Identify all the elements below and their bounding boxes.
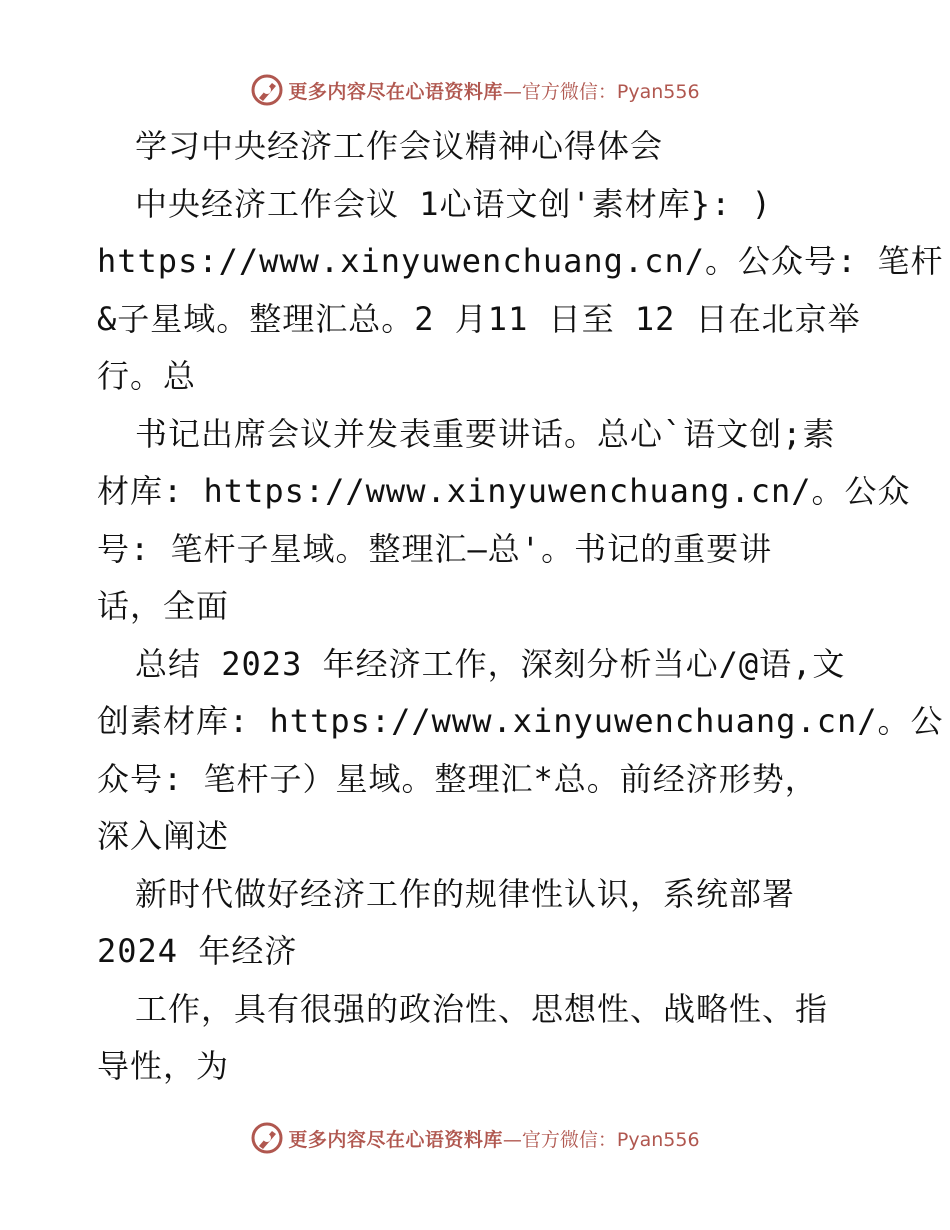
banner-sub-text: —官方微信：Pyan556 <box>502 1128 700 1151</box>
banner-sub-text: —官方微信：Pyan556 <box>502 80 700 103</box>
text-line: 话，全面 <box>97 587 230 625</box>
text-line: 号: 笔杆子星域。整理汇—总'。书记的重要讲 <box>97 529 773 568</box>
text-line: 工作，具有很强的政治性、思想性、战略性、指 <box>135 989 829 1028</box>
text-line: 导性，为 <box>97 1047 230 1085</box>
pen-logo-icon <box>250 73 284 107</box>
text-line: 行。总 <box>97 357 197 395</box>
text-line: 深入阐述 <box>97 817 230 855</box>
header-watermark <box>0 70 950 110</box>
text-line: &子星域。整理汇总。2 月11 日至 12 日在北京举 <box>97 299 861 338</box>
text-line: 创素材库: https://www.xinyuwenchuang.cn/。公 <box>97 702 944 740</box>
text-line: 材库: https://www.xinyuwenchuang.cn/。公众 <box>97 472 911 510</box>
text-line: 中央经济工作会议 1心语文创'素材库}: ) <box>135 184 772 223</box>
document-body <box>97 118 944 1096</box>
text-line: https://www.xinyuwenchuang.cn/。公众号: 笔杆 <box>97 242 944 280</box>
banner-main-text: 更多内容尽在心语资料库 <box>288 80 503 103</box>
text-line: 总结 2023 年经济工作，深刻分析当心/@语,文 <box>135 644 846 683</box>
text-line: 2024 年经济 <box>97 932 298 970</box>
banner-main-text: 更多内容尽在心语资料库 <box>288 1128 503 1151</box>
text-line: 书记出席会议并发表重要讲话。总心`语文创;素 <box>135 414 836 453</box>
pen-logo-icon <box>250 1121 284 1155</box>
text-line: 众号: 笔杆子）星域。整理汇*总。前经济形势， <box>97 759 818 798</box>
text-line: 新时代做好经济工作的规律性认识，系统部署 <box>135 874 796 913</box>
text-line: 学习中央经济工作会议精神心得体会 <box>135 127 664 165</box>
footer-watermark <box>0 1118 950 1158</box>
